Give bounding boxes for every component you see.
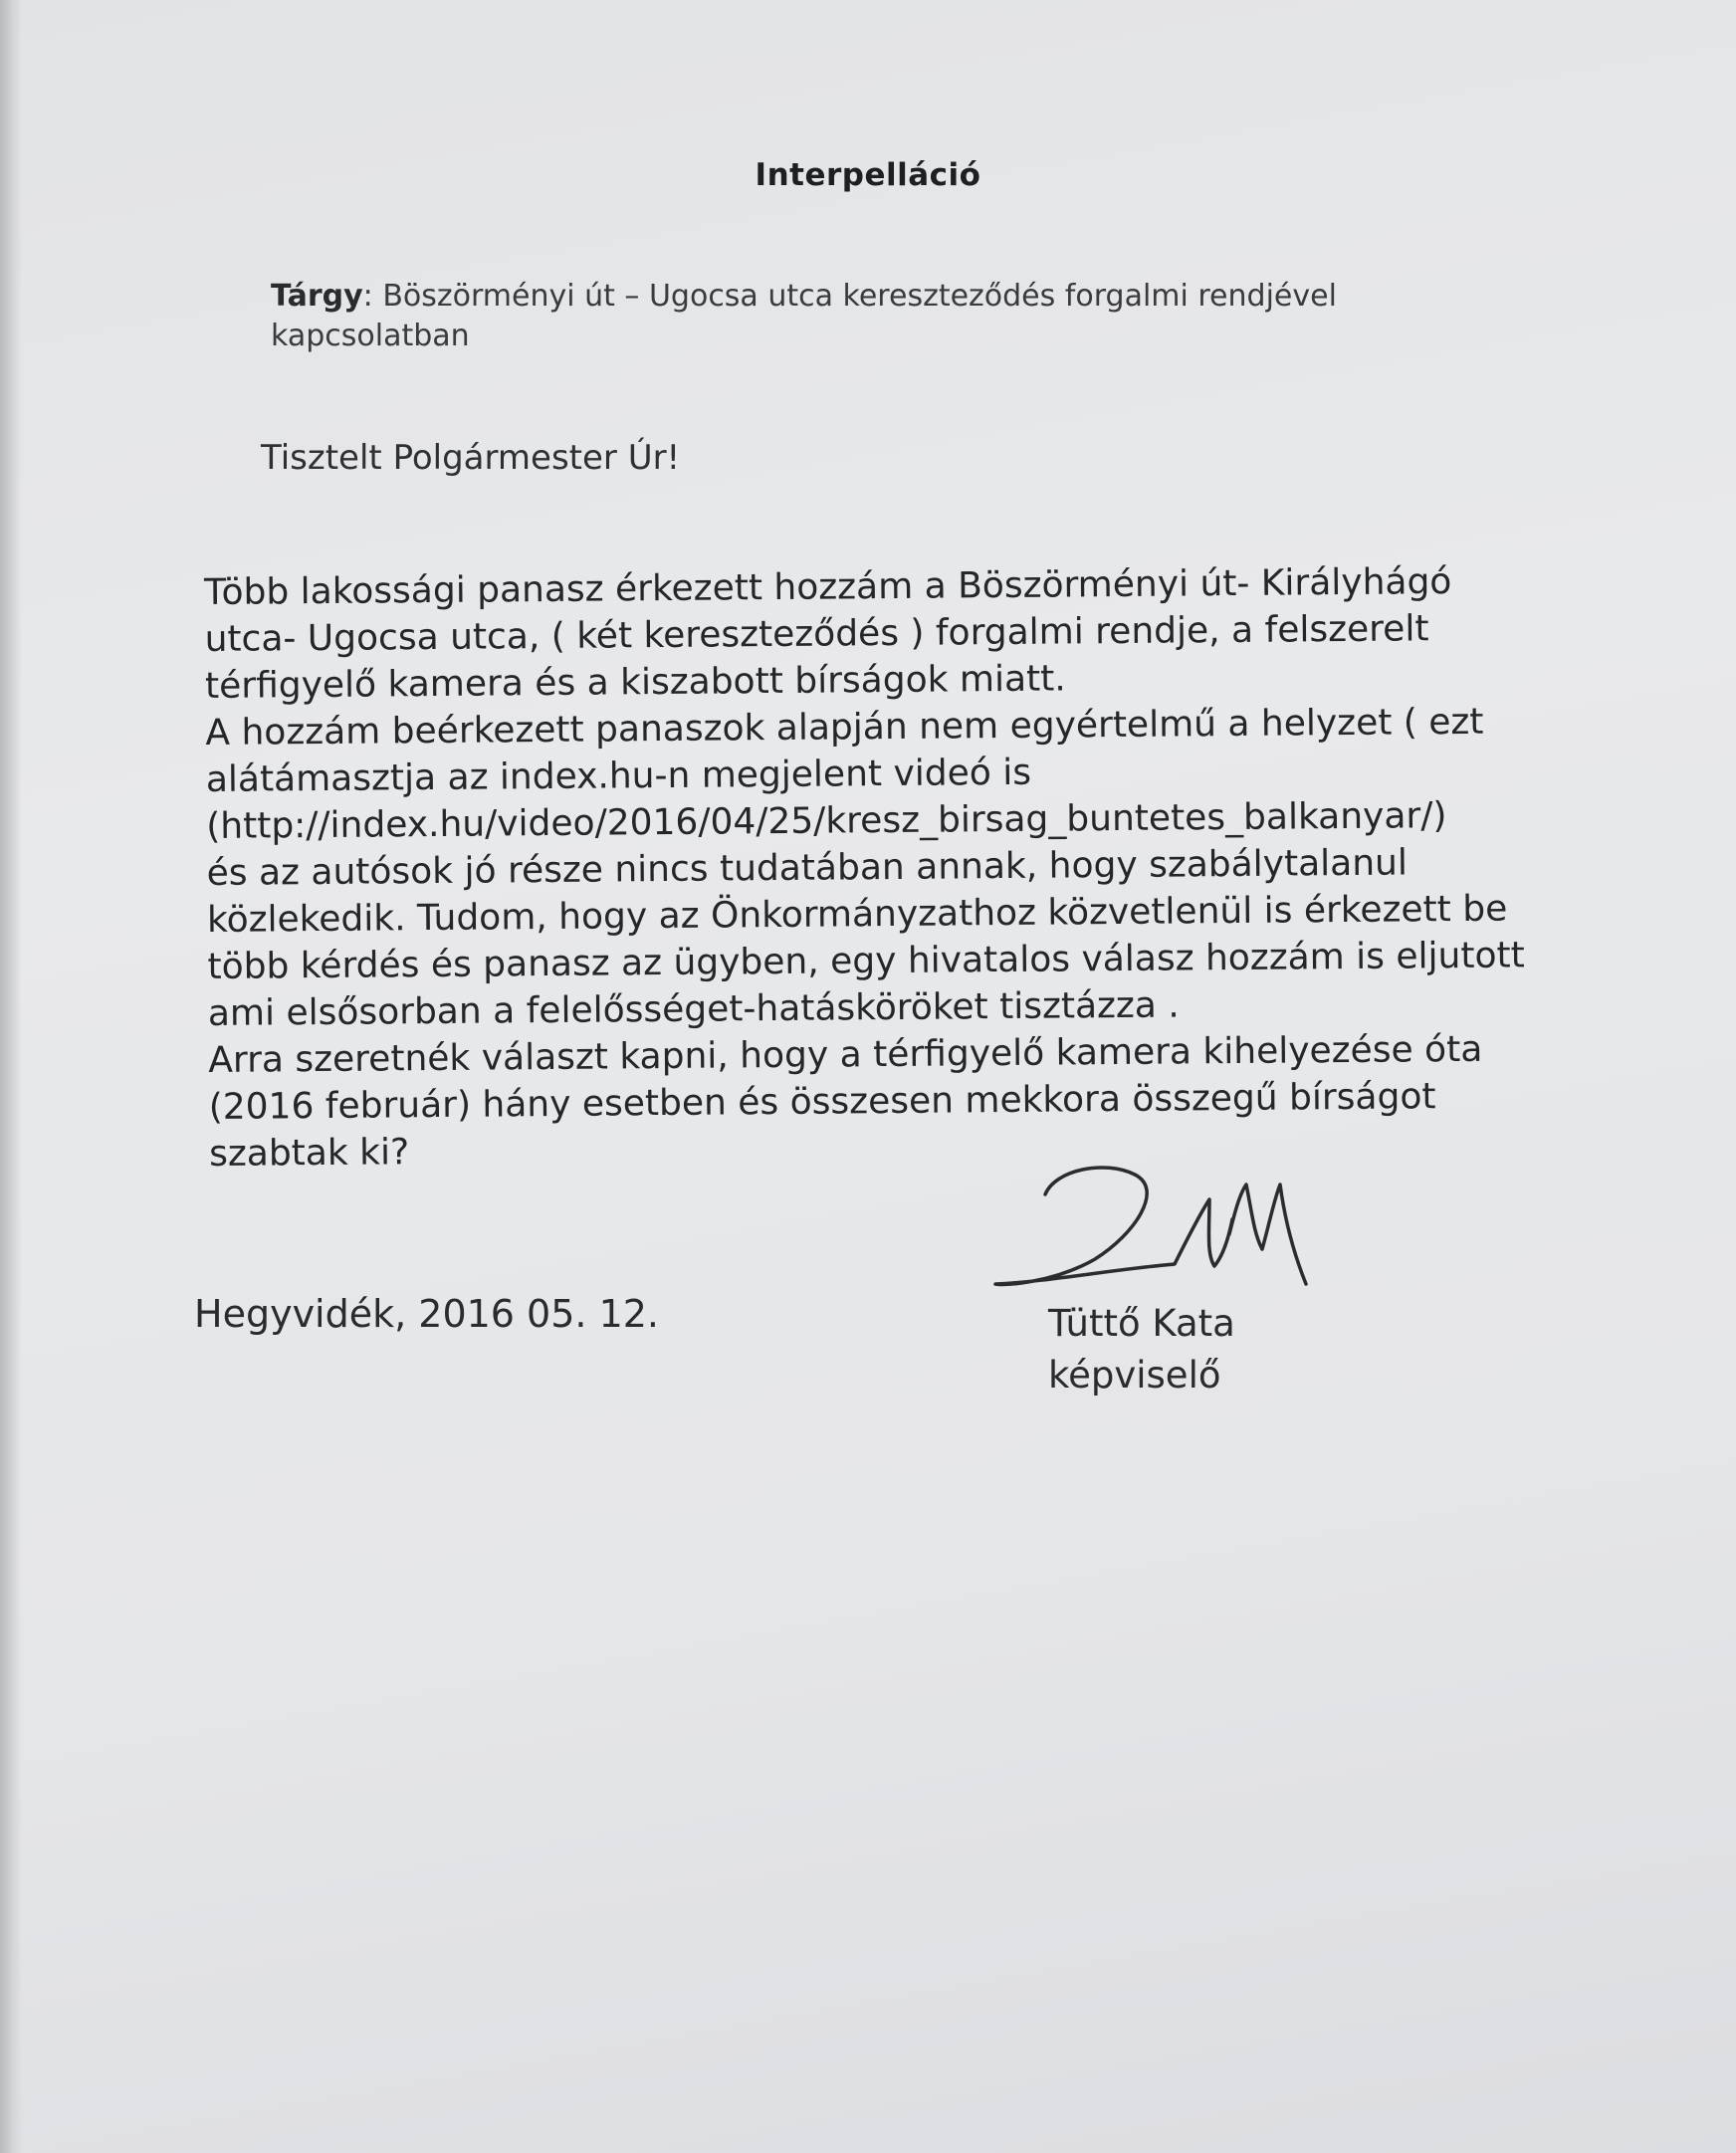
body-line-url: (http://index.hu/video/2016/04/25/kresz_birsag_buntetes_balkanyar/) <box>206 795 1447 847</box>
body-line: Több lakossági panasz érkezett hozzám a Böszörményi út- Királyhágó <box>204 561 1452 613</box>
body-line: ami elsősorban a felelősséget-hatásköröket tisztázza . <box>207 984 1180 1034</box>
letter-body <box>204 557 1603 1178</box>
document-title: Interpelláció <box>755 157 981 193</box>
subject-line <box>271 277 1465 356</box>
body-line: utca- Ugocsa utca, ( két kereszteződés ) forgalmi rendje, a felszerelt <box>204 608 1429 660</box>
subject-text: : Böszörményi út – Ugocsa utca kereszteződés forgalmi rendjével kapcsolatban <box>271 279 1337 353</box>
body-line: térfigyelő kamera és a kiszabott bírságok miatt. <box>204 658 1066 707</box>
body-line: közlekedik. Tudom, hogy az Önkormányzathoz közvetlenül is érkezett be <box>206 888 1508 941</box>
signer-role: képviselő <box>1048 1354 1221 1397</box>
handwritten-signature <box>985 1155 1344 1304</box>
place-and-date: Hegyvidék, 2016 05. 12. <box>194 1292 660 1336</box>
subject-label: Tárgy <box>271 279 363 314</box>
body-line: Arra szeretnék választ kapni, hogy a térfigyelő kamera kihelyezése óta <box>208 1028 1483 1081</box>
body-line: A hozzám beérkezett panaszok alapján nem egyértelmű a helyzet ( ezt <box>205 701 1484 754</box>
body-line: alátámasztja az index.hu-n megjelent videó is <box>205 752 1032 800</box>
body-line: (2016 február) hány esetben és összesen mekkora összegű bírságot <box>208 1076 1436 1128</box>
body-line: és az autósok jó része nincs tudatában annak, hogy szabálytalanul <box>206 842 1409 894</box>
body-line: több kérdés és panasz az ügyben, egy hivatalos válasz hozzám is eljutott <box>207 935 1525 987</box>
body-line: szabtak ki? <box>208 1132 410 1175</box>
salutation: Tisztelt Polgármester Úr! <box>261 438 681 478</box>
paper-shadow-edge <box>0 0 22 2153</box>
signer-name: Tüttő Kata <box>1048 1302 1235 1345</box>
